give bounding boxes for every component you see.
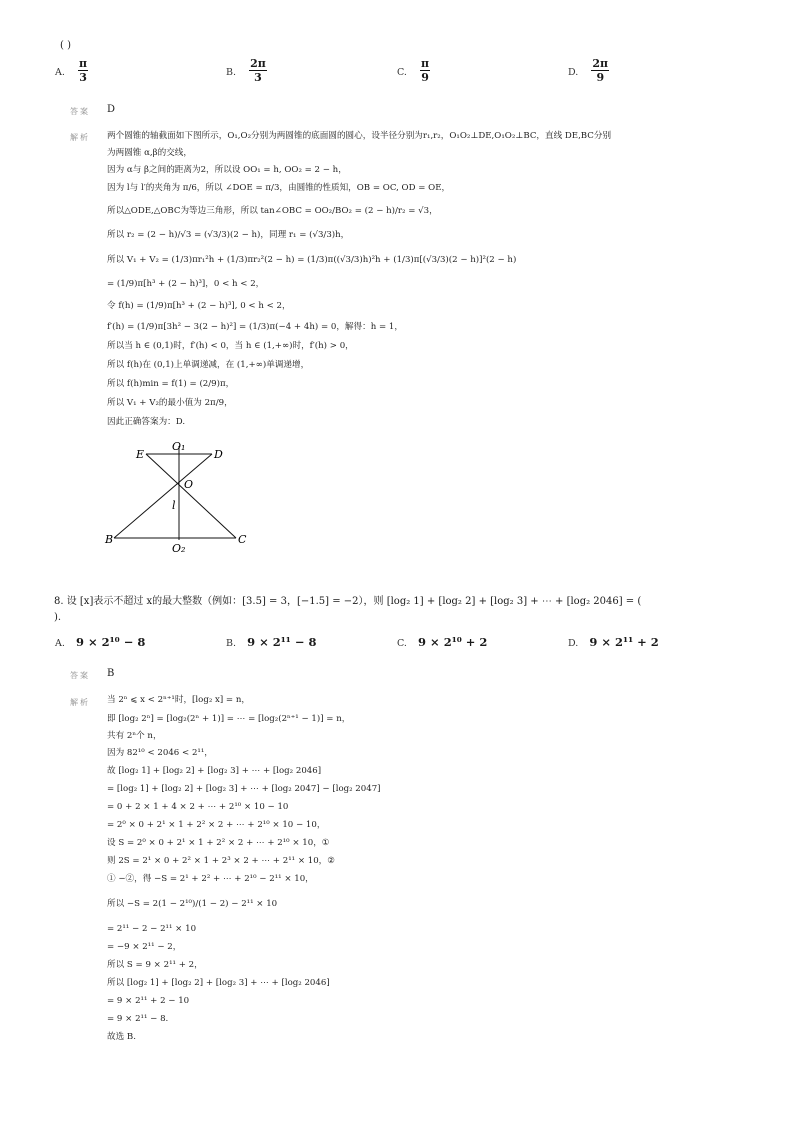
option-label: A. [55,638,65,649]
solution-line: = 0 + 2 × 1 + 4 × 2 + ⋯ + 2¹⁰ × 10 − 10 [107,802,289,812]
option-text: 9 × 2¹¹ − 8 [247,635,317,649]
q7-option-d [568,58,609,83]
option-label: D. [568,638,579,649]
solution-line: 所以 −S = 2(1 − 2¹⁰)/(1 − 2) − 2¹¹ × 10 [107,899,278,909]
solution-line: = [log₂ 1] + [log₂ 2] + [log₂ 3] + ⋯ + [log₂ 2047] − [log₂ 2047] [107,784,381,794]
solution-line: 故 [log₂ 1] + [log₂ 2] + [log₂ 3] + ⋯ + [log₂ 2046] [107,766,322,776]
label-o1: O₁ [172,440,186,453]
cone-diagram [100,436,260,560]
q7-option-b [226,58,267,83]
solution-line: 所以 [log₂ 1] + [log₂ 2] + [log₂ 3] + ⋯ + [log₂ 2046] [107,978,330,988]
denominator: 3 [79,71,87,84]
fraction [78,58,88,83]
solution-line: 设 S = 2⁰ × 0 + 2¹ × 1 + 2² × 2 + ⋯ + 2¹⁰ × 10，① [107,838,330,848]
numerator: 2π [250,57,266,70]
fraction [249,58,267,83]
option-text: 9 × 2¹⁰ − 8 [75,635,146,649]
generatrix-eoc [146,454,236,538]
q8-question-line1: 8. 设 [x]表示不超过 x的最大整数（例如：[3.5] = 3，[−1.5] = −2），则 [log₂ 1] + [log₂ 2] + [log₂ 3] + ⋯ + [log₂ 2046] = ( [54,596,642,607]
fraction [420,58,430,83]
generatrix-dob [114,454,212,538]
q8-option-c [397,631,487,650]
solution-line: 所以 f(h)min = f(1) = (2/9)π， [107,379,235,389]
solution-line: = −9 × 2¹¹ − 2， [107,942,182,952]
solution-line: 因为 82¹⁰ < 2046 < 2¹¹， [107,748,213,758]
solution-line: 因为 l与 l′的夹角为 π/6，所以 ∠DOE = π/3，由圆锥的性质知，OB = OC, OD = OE， [107,183,451,193]
q7-option-a [55,58,88,83]
solution-line: 即 [log₂ 2ⁿ] = [log₂(2ⁿ + 1)] = ⋯ = [log₂(2ⁿ⁺¹ − 1)] = n， [107,714,351,724]
option-label: D. [568,67,579,78]
solution-line: 则 2S = 2¹ × 0 + 2² × 1 + 2³ × 2 + ⋯ + 2¹¹ × 10，② [107,856,335,866]
solution-line: 共有 2ⁿ个 n， [107,731,162,741]
numerator: π [78,57,88,70]
label-d: D [214,448,223,461]
q7-paren: ( ) [60,40,71,51]
solution-line: ① −②，得 −S = 2¹ + 2² + ⋯ + 2¹⁰ − 2¹¹ × 10， [107,874,314,884]
label-c: C [238,533,247,546]
answer-value: B [107,668,115,679]
solution-line: 所以 V₁ + V₂的最小值为 2π/9， [107,398,233,408]
analysis-tag: 解析 [70,698,90,707]
label-l: l [172,499,176,512]
option-text: 9 × 2¹⁰ + 2 [418,635,488,649]
label-o2: O₂ [172,542,186,555]
label-o: O [184,478,194,491]
solution-line: 所以 r₂ = (2 − h)/√3 = (√3/3)(2 − h)，同理 r₁ = (√3/3)h， [107,230,350,240]
denominator: 3 [254,71,262,84]
solution-line: 因为 α与 β之间的距离为2，所以设 OO₁ = h, OO₂ = 2 − h， [107,165,347,175]
solution-line: 所以 V₁ + V₂ = (1/3)πr₁²h + (1/3)πr₂²(2 − h) = (1/3)π((√3/3)h)²h + (1/3)π[(√3/3)(2 − h)]²(2 − h) [107,255,517,265]
numerator: 2π [592,57,609,70]
q7-option-c [397,58,430,83]
solution-line: = 2¹¹ − 2 − 2¹¹ × 10 [107,924,197,934]
solution-line: 所以 f(h)在 (0,1)上单调递减，在 (1,+∞)单调递增， [107,360,310,370]
label-e: E [136,448,145,461]
solution-line: 所以当 h ∈ (0,1)时，f′(h) < 0，当 h ∈ (1,+∞)时，f′(h) > 0， [107,341,354,351]
q8-question-line2: ). [54,612,62,623]
q8-solution [107,694,747,1044]
solution-line: f′(h) = (1/9)π[3h² − 3(2 − h)²] = (1/3)π(−4 + 4h) = 0，解得：h = 1， [107,322,403,332]
option-text: 9 × 2¹¹ + 2 [589,635,659,649]
option-label: C. [397,638,407,649]
solution-line: 故选 B. [107,1032,136,1042]
option-label: A. [55,67,65,78]
solution-line: 所以 S = 9 × 2¹¹ + 2， [107,960,203,970]
solution-line: 两个圆锥的轴截面如下图所示，O₁,O₂分别为两圆锥的底面圆的圆心，设半径分别为r₁,r₂，O₁O₂⊥DE,O₁O₂⊥BC，直线 DE,BC分别 [107,131,612,141]
solution-line: 所以△ODE,△OBC为等边三角形，所以 tan∠OBC = OO₂/BO₂ = (2 − h)/r₂ = √3， [107,206,438,216]
solution-line: 当 2ⁿ ⩽ x < 2ⁿ⁺¹时，[log₂ x] = n， [107,695,250,705]
answer-tag: 答案 [70,671,90,680]
solution-line: 令 f(h) = (1/9)π[h³ + (2 − h)³], 0 < h < 2， [107,301,291,311]
answer-tag: 答案 [70,107,90,116]
analysis-tag: 解析 [70,133,90,142]
option-label: B. [226,67,237,78]
solution-line: 因此正确答案为：D. [107,417,186,427]
solution-line: = 2⁰ × 0 + 2¹ × 1 + 2² × 2 + ⋯ + 2¹⁰ × 10 − 10， [107,820,326,830]
label-b: B [105,533,114,546]
solution-line: = 9 × 2¹¹ + 2 − 10 [107,996,190,1006]
solution-line: = (1/9)π[h³ + (2 − h)³]，0 < h < 2， [107,279,265,289]
denominator: 9 [421,71,429,84]
answer-value: D [107,104,116,115]
fraction [591,58,609,83]
denominator: 9 [596,71,605,84]
q8-option-a [55,631,145,650]
solution-line: = 9 × 2¹¹ − 8. [107,1014,169,1024]
solution-line: 为两圆锥 α,β的交线， [107,148,192,158]
option-label: C. [397,67,407,78]
q8-option-d [568,631,659,650]
q7-solution [107,130,747,429]
option-label: B. [226,638,237,649]
q8-option-b [226,631,316,650]
numerator: π [421,57,430,70]
